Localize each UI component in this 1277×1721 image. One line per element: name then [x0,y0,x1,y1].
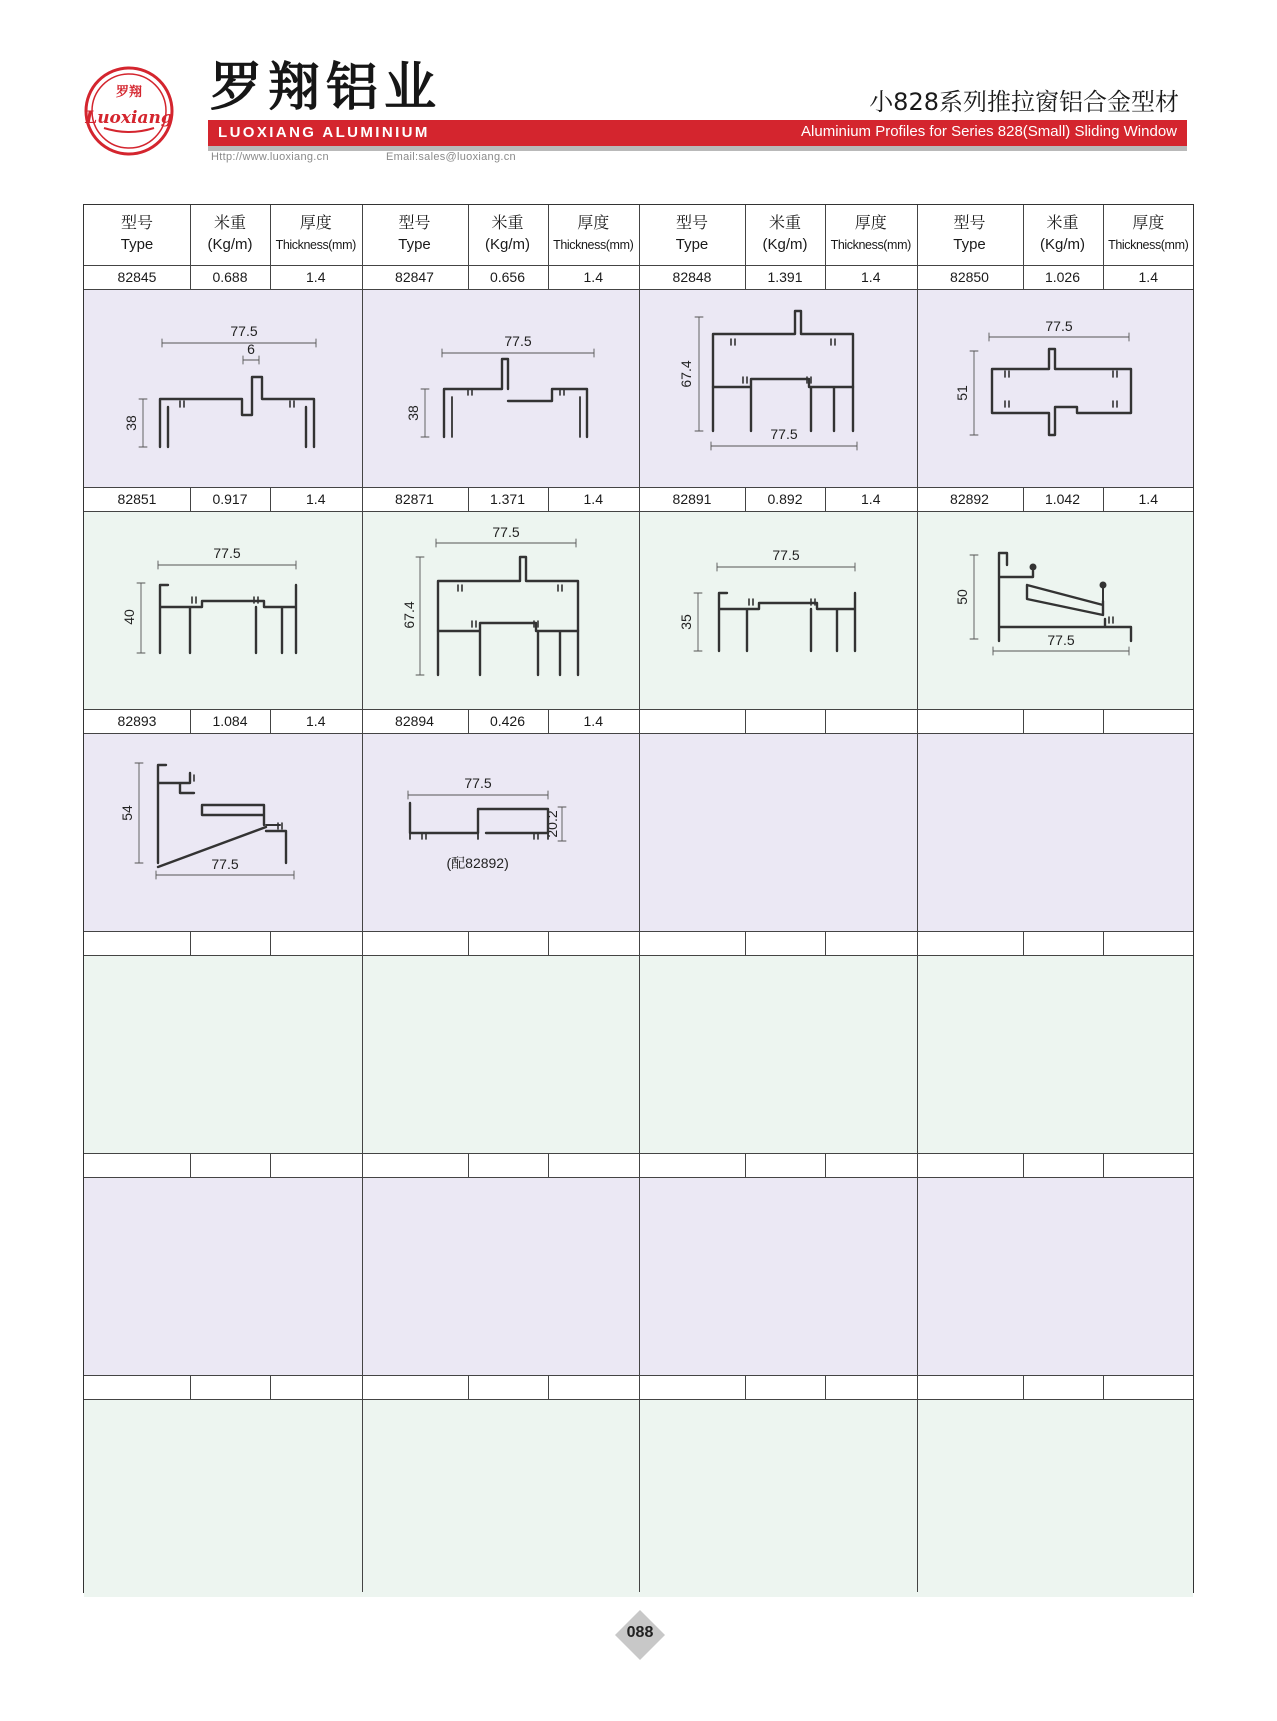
profile-thickness [825,1153,917,1177]
profile-type [917,931,1023,955]
profile-thickness [1103,1375,1195,1399]
column-divider [270,931,271,955]
profile-weight: 0.892 [767,491,803,507]
column-divider [1023,1153,1024,1177]
profile-weight [1023,1375,1103,1399]
col-thickness-label-cn: 厚度 [299,213,332,232]
col-type-label-en: Type [953,236,986,253]
header-col-type [917,205,1023,265]
profile-type [639,709,745,733]
col-thickness-label-cn: 厚度 [854,213,887,232]
profile-weight: 0.656 [489,269,526,285]
profile-weight [190,1375,270,1399]
header-col-thickness [548,205,640,265]
profile-thickness [1103,709,1195,733]
column-divider [190,487,191,511]
column-divider [1103,709,1104,733]
profile-type [639,1153,745,1177]
header-col-type [84,205,190,265]
profile-thickness [548,1153,640,1177]
profile-thickness: 1.4 [306,713,326,729]
profile-thickness: 1.4 [306,491,326,507]
profile-weight [745,1153,825,1177]
profile-weight [468,1153,548,1177]
column-divider [270,1375,271,1399]
profile-type [362,1375,468,1399]
column-divider [825,487,826,511]
dimension-label: 77.5 [491,524,520,540]
profile-thickness [1103,1153,1195,1177]
column-divider [1023,931,1024,955]
profile-drawing-82871 [362,511,640,709]
column-divider [745,1153,746,1177]
email-link[interactable]: Email:sales@luoxiang.cn [386,151,516,163]
column-divider [548,1375,549,1399]
col-type-label-en: Type [120,236,154,253]
profile-type: 82871 [395,491,434,507]
profile-weight [1023,1153,1103,1177]
col-weight-label-cn: 米重 [213,213,246,232]
column-divider [190,709,191,733]
column-divider [190,265,191,289]
header-col-type [639,205,745,265]
column-divider [270,205,271,265]
column-divider [468,1153,469,1177]
column-divider [1103,1153,1104,1177]
column-divider [468,931,469,955]
profile-thickness: 1.4 [861,269,881,285]
column-divider [468,1375,469,1399]
profile-type: 82851 [117,491,157,507]
column-divider [1023,205,1024,265]
profile-drawing-82892 [917,511,1195,709]
column-divider [745,487,746,511]
profile-type [639,1375,745,1399]
profile-type [917,1375,1023,1399]
profile-drawing-82891 [639,511,917,709]
profile-type: 82894 [395,713,434,729]
column-divider [190,1153,191,1177]
profile-weight: 1.084 [212,713,248,729]
profile-thickness [270,931,362,955]
profile-type [917,1153,1023,1177]
column-divider [548,265,549,289]
column-divider [825,709,826,733]
column-divider [548,931,549,955]
profile-thickness [825,931,917,955]
column-divider [190,931,191,955]
column-divider [270,1153,271,1177]
company-logo [84,66,174,156]
profile-table [83,204,1194,1593]
dimension-label: 6 [247,341,255,357]
profile-thickness [825,1375,917,1399]
profile-thickness [1103,931,1195,955]
website-link[interactable]: Http://www.luoxiang.cn [211,151,329,163]
profile-type [84,1153,190,1177]
header-col-thickness [1103,205,1195,265]
dimension-label: 77.5 [230,323,258,339]
column-divider [825,1375,826,1399]
profile-type [362,1153,468,1177]
profile-weight [1023,709,1103,733]
profile-thickness [270,1375,362,1399]
col-weight-label-en: (Kg/m) [485,236,530,253]
profile-thickness: 1.4 [583,491,603,507]
dimension-label: 38 [123,415,139,431]
profile-weight: 1.042 [1044,491,1081,507]
col-weight-label-en: (Kg/m) [1040,236,1085,253]
header-bar-shadow [208,146,1187,151]
dimension-label: 77.5 [213,545,241,561]
profile-thickness: 1.4 [1138,269,1158,285]
profile-thickness: 1.4 [1138,491,1158,507]
header-col-weight [745,205,825,265]
profile-weight [745,709,825,733]
header-col-type [362,205,468,265]
profile-weight [745,1375,825,1399]
dimension-label: 20.2 [543,810,560,838]
col-type-label-cn: 型号 [953,213,986,232]
dimension-label: 77.5 [463,775,492,791]
header-col-weight [1023,205,1103,265]
header-col-weight [190,205,270,265]
column-divider [190,205,191,265]
profile-weight: 1.391 [767,269,803,285]
column-divider [1023,1375,1024,1399]
col-weight-label-cn: 米重 [491,213,524,232]
column-divider [825,265,826,289]
profile-weight [468,931,548,955]
dimension-label: 77.5 [770,426,798,442]
column-divider [548,205,549,265]
dimension-label: 67.4 [400,601,417,629]
column-divider [270,487,271,511]
profile-thickness [825,709,917,733]
column-divider [270,709,271,733]
logo-script: Luoxiang [85,108,173,128]
dimension-label: 77.5 [211,856,239,872]
profile-thickness: 1.4 [583,713,603,729]
profile-drawing-82893 [84,733,362,931]
dimension-label: 77.5 [1044,318,1073,334]
col-weight-label-en: (Kg/m) [762,236,808,253]
profile-type: 82891 [672,491,712,507]
column-divider [825,205,826,265]
column-divider [745,709,746,733]
profile-type: 82850 [950,269,989,285]
profile-thickness: 1.4 [861,491,881,507]
col-thickness-label-en: Thickness(mm) [275,238,356,252]
col-thickness-label-en: Thickness(mm) [830,238,911,252]
profile-drawing-82845 [84,289,362,487]
dimension-label: 77.5 [772,547,800,563]
profile-type: 82893 [117,713,157,729]
col-weight-label-cn: 米重 [1046,213,1079,232]
profile-thickness [548,931,640,955]
profile-type: 82848 [672,269,712,285]
column-divider [745,205,746,265]
dimension-label: 35 [678,614,694,630]
column-divider [745,1375,746,1399]
profile-type [84,931,190,955]
profile-thickness [548,1375,640,1399]
column-divider [1023,487,1024,511]
col-weight-label-cn: 米重 [768,213,801,232]
series-title-cn: 小828系列推拉窗铝合金型材 [869,88,1179,116]
profile-type [362,931,468,955]
col-type-label-cn: 型号 [120,213,153,232]
col-weight-label-en: (Kg/m) [207,236,253,253]
dimension-label: 50 [953,589,970,605]
profile-thickness: 1.4 [583,269,603,285]
profile-thickness [270,1153,362,1177]
dimension-label: 51 [953,385,970,401]
page-number: 088 [626,1624,654,1641]
column-divider [548,487,549,511]
logo-cn: 罗翔 [115,85,143,100]
column-divider [1103,265,1104,289]
profile-drawing-82848 [639,289,917,487]
col-type-label-en: Type [398,236,431,253]
profile-type [639,931,745,955]
column-divider [1023,265,1024,289]
profile-drawing-82847 [362,289,640,487]
header-col-weight [468,205,548,265]
dimension-label: 54 [119,805,135,821]
profile-weight: 0.917 [212,491,248,507]
profile-type: 82892 [950,491,989,507]
col-thickness-label-en: Thickness(mm) [553,238,634,252]
profile-drawing-82851 [84,511,362,709]
profile-thickness: 1.4 [306,269,326,285]
profile-drawing-82850 [917,289,1195,487]
column-divider [1103,1375,1104,1399]
column-divider [1023,709,1024,733]
column-divider [190,1375,191,1399]
dimension-label: 77.5 [1046,632,1075,648]
column-divider [1103,931,1104,955]
profile-weight: 0.426 [489,713,526,729]
column-divider [745,931,746,955]
profile-weight [745,931,825,955]
dimension-label: 67.4 [678,360,694,388]
profile-weight: 1.371 [489,491,526,507]
column-divider [468,205,469,265]
column-divider [548,709,549,733]
dimension-label: 40 [121,609,137,625]
col-type-label-cn: 型号 [398,213,431,232]
brand-name-en: LUOXIANG ALUMINIUM [218,124,430,141]
profile-weight [190,931,270,955]
series-title-en: Aluminium Profiles for Series 828(Small) Sliding Window [801,123,1177,140]
column-divider [468,487,469,511]
profile-type [84,1375,190,1399]
profile-type [917,709,1023,733]
profile-type: 82845 [117,269,157,285]
profile-weight [1023,931,1103,955]
profile-type: 82847 [395,269,434,285]
profile-weight [468,1375,548,1399]
column-divider [1103,205,1104,265]
col-type-label-en: Type [675,236,709,253]
profile-note: (配82892) [446,855,509,871]
dimension-label: 38 [404,405,421,421]
col-thickness-label-cn: 厚度 [577,213,610,232]
column-divider [468,265,469,289]
header-col-thickness [825,205,917,265]
profile-weight: 0.688 [212,269,248,285]
profile-drawing-82894 [362,733,640,931]
column-divider [468,709,469,733]
col-thickness-label-en: Thickness(mm) [1108,238,1189,252]
col-type-label-cn: 型号 [675,213,708,232]
col-thickness-label-cn: 厚度 [1132,213,1165,232]
profile-weight: 1.026 [1044,269,1081,285]
header-col-thickness [270,205,362,265]
column-divider [548,1153,549,1177]
column-divider [1103,487,1104,511]
column-divider [270,265,271,289]
profile-weight [190,1153,270,1177]
column-divider [825,1153,826,1177]
column-divider [745,265,746,289]
brand-name-cn: 罗翔铝业 [210,58,443,118]
column-divider [825,931,826,955]
dimension-label: 77.5 [503,333,532,349]
